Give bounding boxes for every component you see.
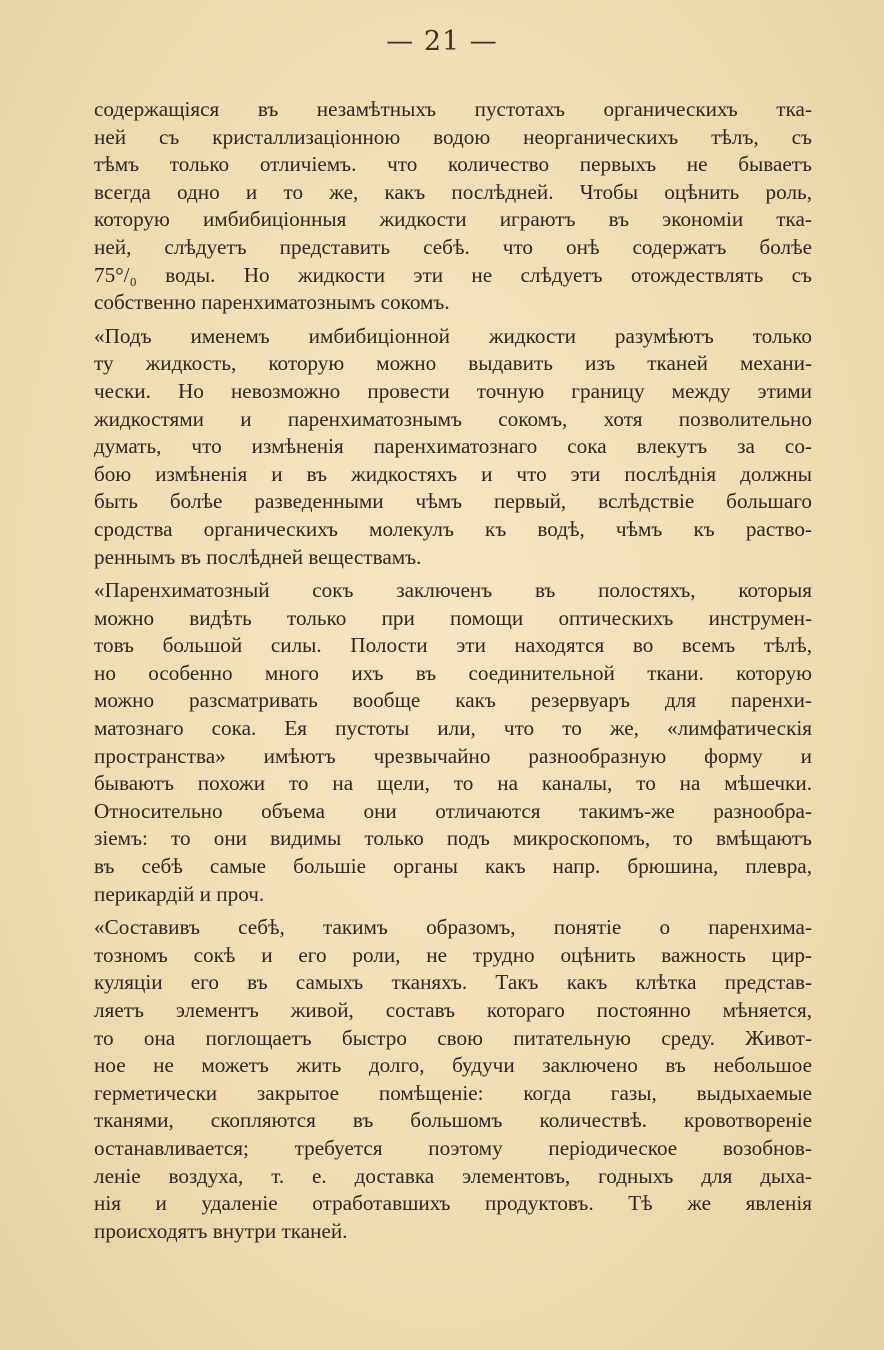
text-line: останавливается; требуется поэтому періодическое возобнов- [94, 1135, 812, 1160]
text-line: быть болѣе разведенными чѣмъ первый, вслѣдствіе большаго [94, 489, 812, 514]
text-line: бываютъ похожи то на щели, то на каналы, то на мѣшечки. [94, 771, 812, 796]
text-line: ное не можетъ жить долго, будучи заключено въ небольшое [94, 1053, 812, 1078]
text-line: товъ большой силы. Полости эти находятся во всемъ тѣлѣ, [94, 633, 812, 658]
text-line: леніе воздуха, т. е. доставка элементовъ, годныхъ для дыха- [94, 1163, 812, 1188]
text-line: то она поглощаетъ быстро свою питательную среду. Живот- [94, 1025, 812, 1050]
text-line: куляціи его въ самыхъ тканяхъ. Такъ какъ клѣтка представ- [94, 970, 812, 995]
text-line: чески. Но невозможно провести точную границу между этими [94, 378, 812, 403]
text-line: собственно паренхиматознымъ сокомъ. [94, 290, 450, 315]
text-line: всегда одно и то же, какъ послѣдней. Чтобы оцѣнить роль, [94, 179, 812, 204]
text-line: 75°/₀ воды. Но жидкости эти не слѣдуетъ отождествлять съ [94, 262, 812, 287]
text-line: нія и удаленіе отработавшихъ продуктовъ. Тѣ же явленія [94, 1191, 812, 1216]
text-line: реннымъ въ послѣдней веществамъ. [94, 544, 422, 569]
text-line: «Подъ именемъ имбибиціонной жидкости разумѣютъ только [94, 323, 812, 348]
text-line: тканями, скопляются въ большомъ количествѣ. кровотвореніе [94, 1108, 812, 1133]
text-line: ту жидкость, которую можно выдавить изъ тканей механи- [94, 351, 812, 376]
paragraph [94, 323, 812, 571]
text-line: Относительно объема они отличаются такимъ-же разнообра- [94, 798, 812, 823]
text-line: сродства органическихъ молекулъ къ водѣ, чѣмъ къ раство- [94, 516, 812, 541]
text-line: тѣмъ только отличіемъ. что количество первыхъ не бываетъ [94, 152, 812, 177]
text-line: происходятъ внутри тканей. [94, 1218, 348, 1243]
text-line: ляетъ элементъ живой, составъ котораго постоянно мѣняется, [94, 998, 812, 1022]
text-line: матознаго сока. Ея пустоты или, что то же, «лимфатическія [94, 716, 812, 741]
paragraph [94, 914, 812, 1245]
text-line: но особенно много ихъ въ соединительной ткани. которую [94, 660, 812, 685]
text-line: содержащіяся въ незамѣтныхъ пустотахъ органическихъ тка- [94, 97, 812, 121]
text-line: можно разсматривать вообще какъ резервуаръ для паренхи- [94, 688, 812, 713]
text-line: думать, что измѣненія паренхиматознаго сока влекутъ за со- [94, 434, 812, 459]
text-line: ней, слѣдуетъ представить себѣ. что онѣ содержатъ болѣе [94, 234, 812, 259]
paragraph [94, 577, 812, 908]
text-line: ней съ кристаллизаціонною водою неорганическихъ тѣлъ, съ [94, 124, 812, 149]
paragraph [94, 96, 812, 317]
text-line: можно видѣть только при помощи оптическихъ инструмен- [94, 605, 812, 630]
text-line: перикардій и проч. [94, 881, 265, 906]
text-line: бою измѣненія и въ жидкостяхъ и что эти послѣднія должны [94, 461, 812, 486]
text-body [94, 96, 812, 1251]
text-line: въ себѣ самые большіе органы какъ напр. брюшина, плевра, [94, 854, 812, 879]
text-line: пространства» имѣютъ чрезвычайно разнообразную форму и [94, 743, 812, 768]
text-line: зіемъ: то они видимы только подъ микроскопомъ, то вмѣщаютъ [94, 826, 812, 851]
text-line: тозномъ сокѣ и его роли, не трудно оцѣнить важность цир- [94, 942, 812, 967]
text-line: «Паренхиматозный сокъ заключенъ въ полостяхъ, которыя [94, 578, 812, 603]
text-line: «Составивъ себѣ, такимъ образомъ, понятіе о паренхима- [94, 915, 812, 940]
text-line: герметически закрытое помѣщеніе: когда газы, выдыхаемые [94, 1080, 812, 1105]
page-number: — 21 — [386, 26, 498, 57]
text-line: которую имбибиціонныя жидкости играютъ въ экономіи тка- [94, 207, 812, 232]
text-line: жидкостями и паренхиматознымъ сокомъ, хотя позволительно [94, 406, 812, 431]
